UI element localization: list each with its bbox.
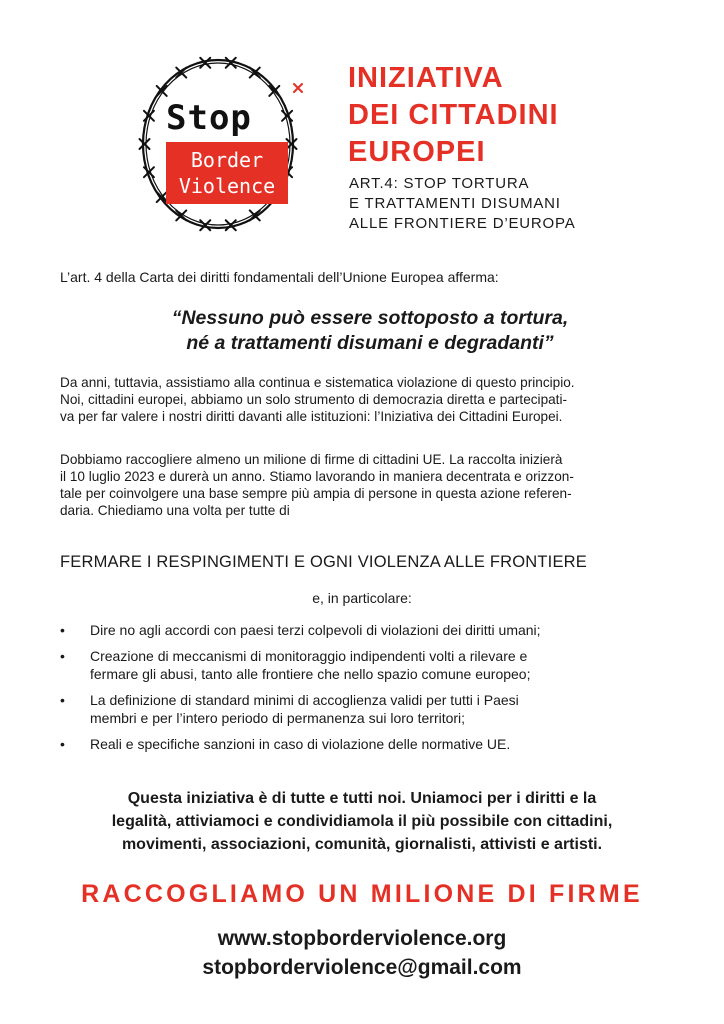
website-link[interactable]: www.stopborderviolence.org <box>217 927 507 950</box>
title-line: DEI CITTADINI <box>348 99 559 131</box>
bullet-icon: • <box>60 736 65 752</box>
section-subheading: e, in particolare: <box>312 590 412 606</box>
subtitle-line: ALLE FRONTIERE D’EUROPA <box>349 215 576 232</box>
paragraph-signatures <box>60 451 672 519</box>
email-link[interactable]: stopborderviolence@gmail.com <box>202 956 522 979</box>
list-item <box>60 621 672 639</box>
intro-text: L’art. 4 della Carta dei diritti fondamentali dell’Unione Europea afferma: <box>60 269 499 285</box>
list-item-text: Dire no agli accordi con paesi terzi colpevoli di violazioni dei diritti umani; <box>90 622 541 638</box>
list-item-text: membri e per l’intero periodo di permanenza sui loro territori; <box>90 710 466 726</box>
list-item-text: La definizione di standard minimi di accoglienza validi per tutti i Paesi <box>90 692 519 708</box>
paragraph-line: tale per coinvolgere una base sempre più ampia di persone in questa azione referen- <box>60 486 572 501</box>
list-item <box>60 647 672 683</box>
bullet-icon: • <box>60 692 65 708</box>
subtitle-line: ART.4: STOP TORTURA <box>349 175 530 192</box>
logo-stop-text: Stop <box>166 98 252 138</box>
stop-border-violence-logo <box>136 46 310 242</box>
closing-line: Questa iniziativa è di tutte e tutti noi. Uniamoci per i diritti e la <box>127 790 597 807</box>
paragraph-line: daria. Chiediamo una volta per tutte di <box>60 503 290 518</box>
quote-line: né a trattamenti disumani e degradanti” <box>186 332 554 354</box>
list-item <box>60 735 672 753</box>
paragraph-line: Da anni, tuttavia, assistiamo alla continua e sistematica violazione di questo principio. <box>60 375 575 390</box>
list-item-text: Reali e specifiche sanzioni in caso di violazione delle normative UE. <box>90 736 511 752</box>
closing-line: movimenti, associazioni, comunità, giornalisti, attivisti e artisti. <box>121 836 603 853</box>
article-quote <box>100 306 640 356</box>
closing-line: legalità, attiviamoci e condividiamola il più possibile con cittadini, <box>111 813 613 830</box>
title-line: INIZIATIVA <box>348 62 504 94</box>
quote-line: “Nessuno può essere sottoposto a tortura, <box>171 307 569 329</box>
logo-red-box <box>166 142 288 204</box>
contact-block <box>0 924 724 982</box>
paragraph-violations <box>60 374 672 425</box>
logo-violence-text: Violence <box>178 174 276 198</box>
list-item <box>60 691 672 727</box>
bullet-icon: • <box>60 622 65 638</box>
page-title <box>348 60 708 171</box>
bullet-icon: • <box>60 648 65 664</box>
paragraph-line: Noi, cittadini europei, abbiamo un solo strumento di democrazia diretta e partecipati- <box>60 392 568 407</box>
paragraph-line: va per far valere i nostri diritti davanti alle istituzioni: l’Iniziativa dei Cittadini Europei. <box>60 409 563 424</box>
list-item-text: Creazione di meccanismi di monitoraggio indipendenti volti a rilevare e <box>90 648 528 664</box>
demands-list <box>60 621 672 761</box>
title-line: EUROPEI <box>348 136 486 168</box>
closing-statement <box>40 787 684 856</box>
logo-border-text: Border <box>190 148 264 172</box>
paragraph-line: Dobbiamo raccogliere almeno un milione di firme di cittadini UE. La raccolta inizierà <box>60 452 563 467</box>
paragraph-line: il 10 luglio 2023 e durerà un anno. Stiamo lavorando in maniera decentrata e orizzon- <box>60 469 574 484</box>
section-heading: FERMARE I RESPINGIMENTI E OGNI VIOLENZA ALLE FRONTIERE <box>60 553 587 571</box>
page-subtitle <box>349 174 709 234</box>
subtitle-line: E TRATTAMENTI DISUMANI <box>349 195 561 212</box>
list-item-text: fermare gli abusi, tanto alle frontiere che nello spazio comune europeo; <box>90 666 531 682</box>
call-to-action: RACCOGLIAMO UN MILIONE DI FIRME <box>81 880 643 908</box>
